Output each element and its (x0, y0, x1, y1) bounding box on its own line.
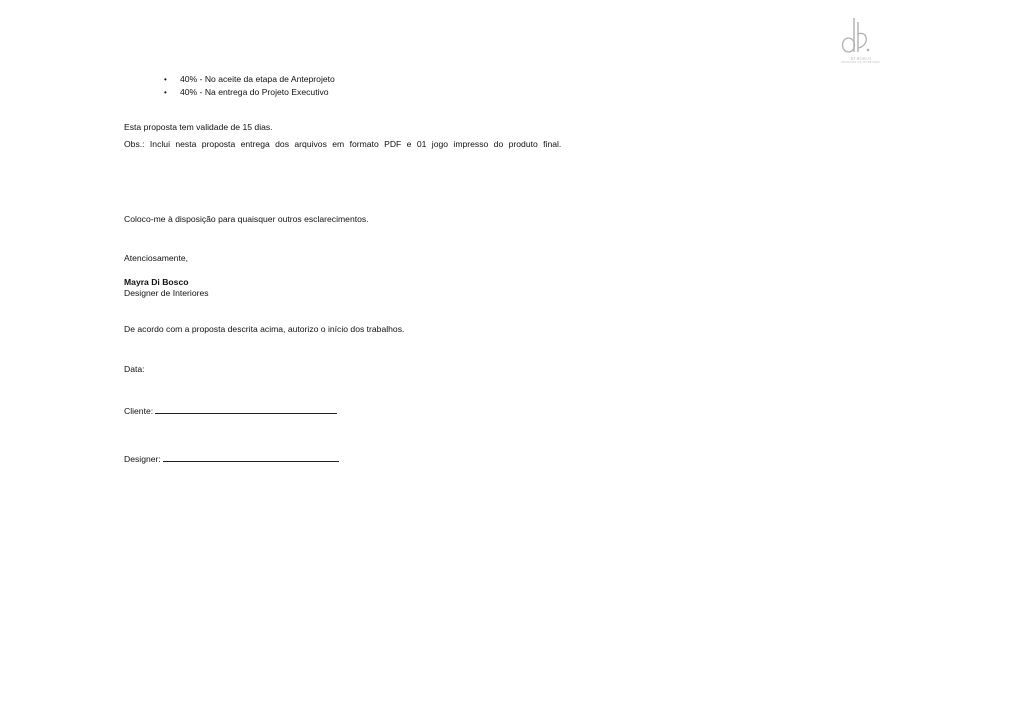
list-item (164, 74, 335, 84)
designer-signature-line (163, 453, 339, 462)
signer-title: Designer de Interiores (124, 288, 209, 298)
date-label: Data: (124, 364, 145, 374)
agreement-text: De acordo com a proposta descrita acima, autorizo o início dos trabalhos. (124, 324, 405, 334)
availability-text: Coloco-me à disposição para quaisquer outros esclarecimentos. (124, 214, 369, 224)
client-label: Cliente: (124, 406, 154, 416)
bullet-icon: • (164, 88, 167, 97)
logo-monogram-icon (838, 16, 884, 56)
logo-subtitle: DESIGNER DE INTERIORES (841, 61, 881, 64)
designer-label: Designer: (124, 454, 161, 464)
validity-text: Esta proposta tem validade de 15 dias. (124, 122, 273, 132)
payment-term-text: 40% - No aceite da etapa de Anteprojeto (180, 74, 335, 84)
client-signature-field (124, 405, 337, 416)
obs-text: Obs.: Inclui nesta proposta entrega dos arquivos em formato PDF e 01 jogo impresso do produto final. (124, 139, 562, 149)
logo-name: DI BOSCO (850, 56, 872, 61)
bullet-icon: • (164, 75, 167, 84)
payment-term-text: 40% - Na entrega do Projeto Executivo (180, 87, 329, 97)
signer-name: Mayra Di Bosco (124, 277, 189, 287)
designer-signature-field (124, 453, 339, 464)
list-item (164, 87, 329, 97)
closing-text: Atenciosamente, (124, 253, 189, 263)
client-signature-line (155, 405, 337, 414)
brand-logo (838, 16, 886, 68)
